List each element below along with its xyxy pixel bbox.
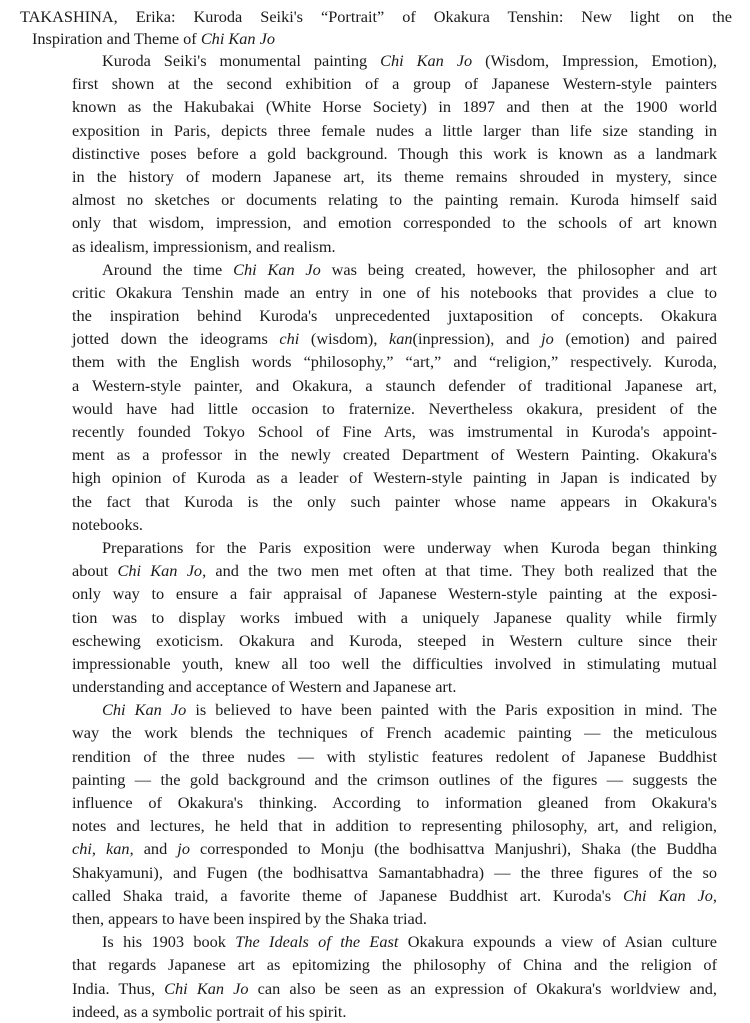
text-run: eschewing exoticism. Okakura and Kuroda, steeped in Western culture since their: [72, 630, 717, 650]
text-run: high opinion of Kuroda as a leader of Western-style painting in Japan is indicated by: [72, 468, 717, 488]
text-run: ,: [91, 839, 107, 859]
paragraph-4: [72, 698, 717, 930]
text-line: [72, 72, 717, 95]
text-line: [72, 745, 717, 768]
text-run: that regards Japanese art as epitomizing the philosophy of China and the religion of: [72, 955, 717, 975]
heading-line-1: TAKASHINA, Erika: Kuroda Seiki's “Portrait” of Okakura Tenshin: New light on the: [20, 7, 732, 26]
text-line: [72, 95, 717, 118]
paragraph-2: [72, 258, 717, 536]
text-run: impressionable youth, knew all too well the difficulties involved in stimulating mutual: [72, 653, 717, 673]
text-run: first shown at the second exhibition of a group of Japanese Western-style painters: [72, 74, 717, 94]
italic-term: chi: [279, 329, 300, 349]
text-run: (Wisdom, Impression, Emotion),: [472, 51, 717, 70]
text-line: [72, 235, 717, 258]
italic-term: Chi Kan Jo: [102, 700, 187, 720]
article-heading: [20, 6, 732, 49]
text-run: , and: [129, 839, 178, 859]
text-line: [72, 814, 717, 837]
text-run: (wisdom),: [299, 329, 390, 349]
heading-line-2: [20, 28, 732, 50]
text-run: is believed to have been painted with the Paris exposition in mind. The: [186, 700, 717, 720]
text-run: exposition in Paris, depicts three female nudes a little larger than life size standing in: [72, 120, 717, 140]
text-line: [72, 513, 717, 536]
text-run: Kuroda Seiki's monumental painting: [102, 51, 381, 70]
text-line: [72, 582, 717, 605]
heading-title-italic: Chi Kan Jo: [200, 28, 275, 48]
text-run: critic Okakura Tenshin made an entry in one of his notebooks that provides a clue to: [72, 282, 717, 302]
text-run: indeed, as a symbolic portrait of his spirit.: [72, 1001, 347, 1021]
text-line: [72, 258, 717, 281]
italic-term: kan: [106, 839, 130, 859]
text-run: Okakura expounds a view of Asian culture: [398, 932, 718, 952]
text-line: [72, 629, 717, 652]
text-line: [72, 536, 717, 559]
text-run: in the history of modern Japanese art, its theme remains shrouded in mystery, since: [72, 166, 717, 186]
text-run: corresponded to Monju (the bodhisattva Manjushri), Shaka (the Buddha: [189, 839, 718, 859]
text-run: ,: [712, 885, 717, 905]
italic-term: Chi Kan Jo: [380, 51, 473, 70]
text-line: [72, 977, 717, 1000]
paragraph-3: [72, 536, 717, 698]
text-line: [72, 930, 717, 953]
text-line: [72, 907, 717, 930]
text-line: [72, 443, 717, 466]
text-run: tion was to display works imbued with a uniquely Japanese quality while firmly: [72, 607, 717, 627]
text-run: the fact that Kuroda is the only such painter whose name appears in Okakura's: [72, 491, 717, 511]
italic-term: jo: [177, 839, 190, 859]
italic-term: kan: [389, 329, 413, 349]
text-line: [72, 559, 717, 582]
text-line: [72, 327, 717, 350]
text-line: [72, 165, 717, 188]
text-run: Shakyamuni), and Fugen (the bodhisattva Samantabhadra) — the three figures of the so: [72, 862, 717, 882]
text-run: India. Thus,: [72, 978, 165, 998]
text-line: [72, 606, 717, 629]
text-run: painting — the gold background and the crimson outlines of the figures — suggests the: [72, 769, 717, 789]
text-run: (emotion) and paired: [553, 329, 718, 349]
text-run: as idealism, impressionism, and realism.: [72, 236, 336, 256]
italic-term: Chi Kan Jo: [164, 978, 249, 998]
italic-term: Chi Kan Jo: [117, 561, 203, 581]
text-run: almost no sketches or documents relating to the painting remain. Kuroda himself said: [72, 190, 717, 210]
text-line: [72, 211, 717, 234]
article-body: [72, 49, 717, 1023]
italic-term: jo: [541, 329, 554, 349]
text-run: ment as a professor in the newly created Department of Western Painting. Okakura's: [72, 445, 717, 465]
text-line: [72, 652, 717, 675]
italic-term: chi: [72, 839, 92, 859]
paragraph-5: [72, 930, 717, 1023]
text-line: [72, 698, 717, 721]
text-run: called Shaka traid, a favorite theme of Japanese Buddhist art. Kuroda's: [72, 885, 623, 905]
text-run: can also be seen as an expression of Okakura's worldview and,: [248, 978, 717, 998]
text-run: was being created, however, the philosopher and art: [320, 259, 717, 279]
text-line: [72, 791, 717, 814]
text-run: (inpression), and: [412, 329, 542, 349]
text-line: [72, 768, 717, 791]
text-run: them with the English words “philosophy,” “art,” and “religion,” respectively. Kuroda,: [72, 352, 717, 372]
text-run: notebooks.: [72, 514, 143, 534]
text-run: distinctive poses before a gold background. Though this work is known as a landmark: [72, 143, 717, 163]
paragraph-1: [72, 49, 717, 258]
text-run: would have had little occasion to fraternize. Nevertheless okakura, president of the: [72, 398, 717, 418]
text-run: way the work blends the techniques of French academic painting — the meticulous: [72, 723, 717, 743]
text-line: [72, 490, 717, 513]
text-run: recently founded Tokyo School of Fine Arts, was imstrumental in Kuroda's appoint-: [72, 422, 717, 441]
italic-term: Chi Kan Jo: [233, 259, 321, 279]
text-run: only that wisdom, impression, and emotion corresponded to the schools of art known: [72, 213, 717, 233]
text-line: [72, 188, 717, 211]
text-line: [72, 884, 717, 907]
text-run: rendition of the three nudes — with stylistic features redolent of Japanese Buddhist: [72, 746, 717, 766]
text-run: jotted down the ideograms: [72, 329, 280, 349]
text-run: the inspiration behind Kuroda's unprecedented juxtaposition of concepts. Okakura: [72, 306, 717, 326]
text-line: [72, 953, 717, 976]
text-line: [72, 350, 717, 373]
text-line: [72, 142, 717, 165]
text-run: influence of Okakura's thinking. According to information gleaned from Okakura's: [72, 793, 717, 812]
text-line: [72, 374, 717, 397]
text-line: [72, 49, 717, 72]
text-line: [72, 1000, 717, 1023]
text-run: only way to ensure a fair appraisal of Japanese Western-style painting at the exposi-: [72, 584, 717, 604]
text-run: about: [72, 561, 118, 581]
text-line: [72, 304, 717, 327]
text-line: [72, 837, 717, 860]
text-run: then, appears to have been inspired by the Shaka triad.: [72, 908, 427, 928]
text-run: Around the time: [102, 259, 234, 279]
text-run: notes and lectures, he held that in addition to representing philosophy, art, and religion,: [72, 816, 717, 836]
text-run: known as the Hakubakai (White Horse Society) in 1897 and then at the 1900 world: [72, 97, 717, 117]
text-run: a Western-style painter, and Okakura, a staunch defender of traditional Japanese art,: [72, 375, 717, 395]
text-line: [72, 861, 717, 884]
text-line: [72, 397, 717, 420]
text-run: understanding and acceptance of Western and Japanese art.: [72, 677, 457, 697]
text-run: , and the two men met often at that time. They both realized that the: [202, 561, 717, 581]
text-line: [72, 281, 717, 304]
text-run: Preparations for the Paris exposition were underway when Kuroda began thinking: [102, 537, 717, 557]
text-line: [72, 721, 717, 744]
text-run: Is his 1903 book: [102, 932, 236, 952]
italic-term: The Ideals of the East: [235, 932, 399, 952]
text-line: [72, 420, 717, 443]
text-line: [72, 466, 717, 489]
text-line: [72, 675, 717, 698]
italic-term: Chi Kan Jo: [623, 885, 713, 905]
text-line: [72, 119, 717, 142]
heading-line-2-text: Inspiration and Theme of: [32, 28, 201, 48]
